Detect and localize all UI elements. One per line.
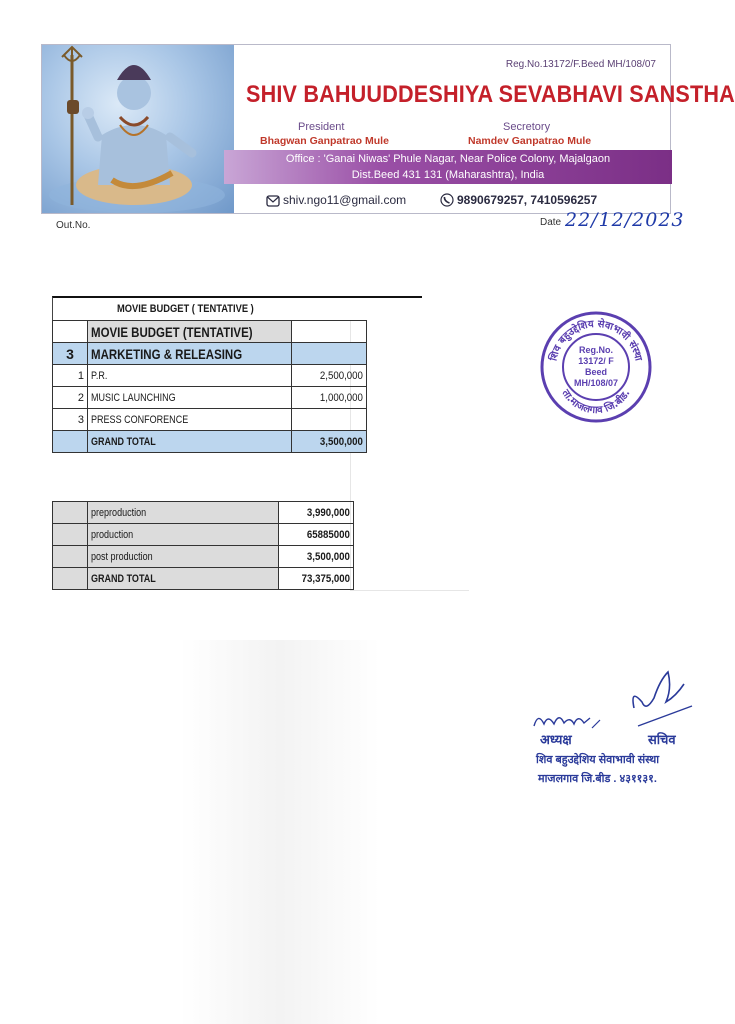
office-address-line1: Office : 'Ganai Niwas' Phule Nagar, Near Police Colony, Majalgaon: [285, 153, 611, 165]
president-signature-role: अध्यक्ष: [540, 732, 572, 747]
scan-shading: [180, 640, 380, 1024]
marketing-budget-table: [52, 320, 367, 453]
table-heading-row: [53, 321, 367, 343]
secretary-role-label: Secretory: [503, 121, 551, 133]
office-address-band: [224, 150, 672, 184]
svg-text:ता.माजलगाव जि.बीड.: [559, 387, 633, 416]
signature-place-line: माजलगाव जि.बीड . ४३११३१.: [538, 773, 657, 785]
phone-contact: [440, 193, 597, 210]
grand-total-label: GRAND TOTAL: [88, 431, 292, 453]
date-label: Date: [540, 217, 562, 228]
section-number: 3: [53, 343, 88, 365]
out-number-label: Out.No.: [56, 220, 91, 231]
email-address: shiv.ngo11@gmail.com: [283, 193, 407, 207]
table-row: [53, 546, 354, 568]
email-icon: [266, 195, 280, 210]
stamp-line-4: MH/108/07: [573, 378, 619, 388]
office-address-line2: Dist.Beed 431 131 (Maharashtra), India: [351, 169, 545, 181]
phase-amount: 65885000: [279, 524, 354, 546]
summary-total-label: GRAND TOTAL: [88, 568, 279, 590]
phase-name: post production: [88, 546, 279, 568]
phase-name: production: [88, 524, 279, 546]
stamp-line-1: Reg.No.: [578, 345, 614, 355]
grand-total-row: [53, 431, 367, 453]
sheet-title-text: MOVIE BUDGET ( TENTATIVE ): [117, 303, 254, 315]
organization-stamp: [536, 305, 656, 425]
item-number: 2: [53, 387, 88, 409]
item-amount: 1,000,000: [292, 387, 367, 409]
section-name: MARKETING & RELEASING: [88, 343, 292, 365]
signature-org-line: शिव बहुउद्देशिय सेवाभावी संस्था: [536, 754, 660, 766]
phase-amount: 3,500,000: [279, 546, 354, 568]
stamp-top-text: शिव बहुउद्देशिय सेवाभावी संस्था: [548, 318, 644, 363]
secretary-name: Namdev Ganpatrao Mule: [468, 135, 592, 147]
item-name: MUSIC LAUNCHING: [88, 387, 292, 409]
stamp-line-3: Beed: [584, 367, 608, 377]
phone-icon: [440, 193, 454, 210]
table-row: [53, 502, 354, 524]
signature-block: [526, 668, 706, 788]
item-number: 3: [53, 409, 88, 431]
shiva-figure-icon: [42, 45, 234, 213]
item-number: 1: [53, 365, 88, 387]
president-role-label: President: [298, 121, 345, 133]
sheet-title: [52, 296, 422, 320]
handwritten-signatures: [526, 668, 706, 738]
table-row: [53, 365, 367, 387]
item-name: PRESS CONFORENCE: [88, 409, 292, 431]
table-row: [53, 409, 367, 431]
table-row: [53, 387, 367, 409]
summary-total-amount: 73,375,000: [279, 568, 354, 590]
email-contact: [266, 193, 406, 210]
phone-numbers: 9890679257, 7410596257: [457, 193, 598, 207]
phase-name: preproduction: [88, 502, 279, 524]
section-row: [53, 343, 367, 365]
deity-illustration: [42, 45, 234, 213]
empty-grid-area: [350, 320, 469, 591]
secretary-signature-role: सचिव: [648, 732, 676, 747]
item-name: P.R.: [88, 365, 292, 387]
item-amount: [292, 409, 367, 431]
letterhead: [41, 44, 735, 214]
phase-amount: 3,990,000: [279, 502, 354, 524]
summary-budget-table: [52, 501, 354, 590]
item-amount: 2,500,000: [292, 365, 367, 387]
table-row: [53, 524, 354, 546]
summary-total-row: [53, 568, 354, 590]
grand-total-amount: 3,500,000: [292, 431, 367, 453]
registration-number: Reg.No.13172/F.Beed MH/108/07: [505, 59, 656, 70]
president-name: Bhagwan Ganpatrao Mule: [260, 135, 389, 147]
stamp-bottom-text: ता.माजलगाव जि.बीड.: [559, 387, 633, 417]
handwritten-date: 22/12/2023: [565, 209, 685, 231]
stamp-line-2: 13172/ F: [578, 356, 614, 366]
budget-heading: MOVIE BUDGET (TENTATIVE): [88, 321, 292, 343]
organization-name: SHIV BAHUUDDESHIYA SEVABHAVI SANSTHA: [246, 81, 735, 108]
